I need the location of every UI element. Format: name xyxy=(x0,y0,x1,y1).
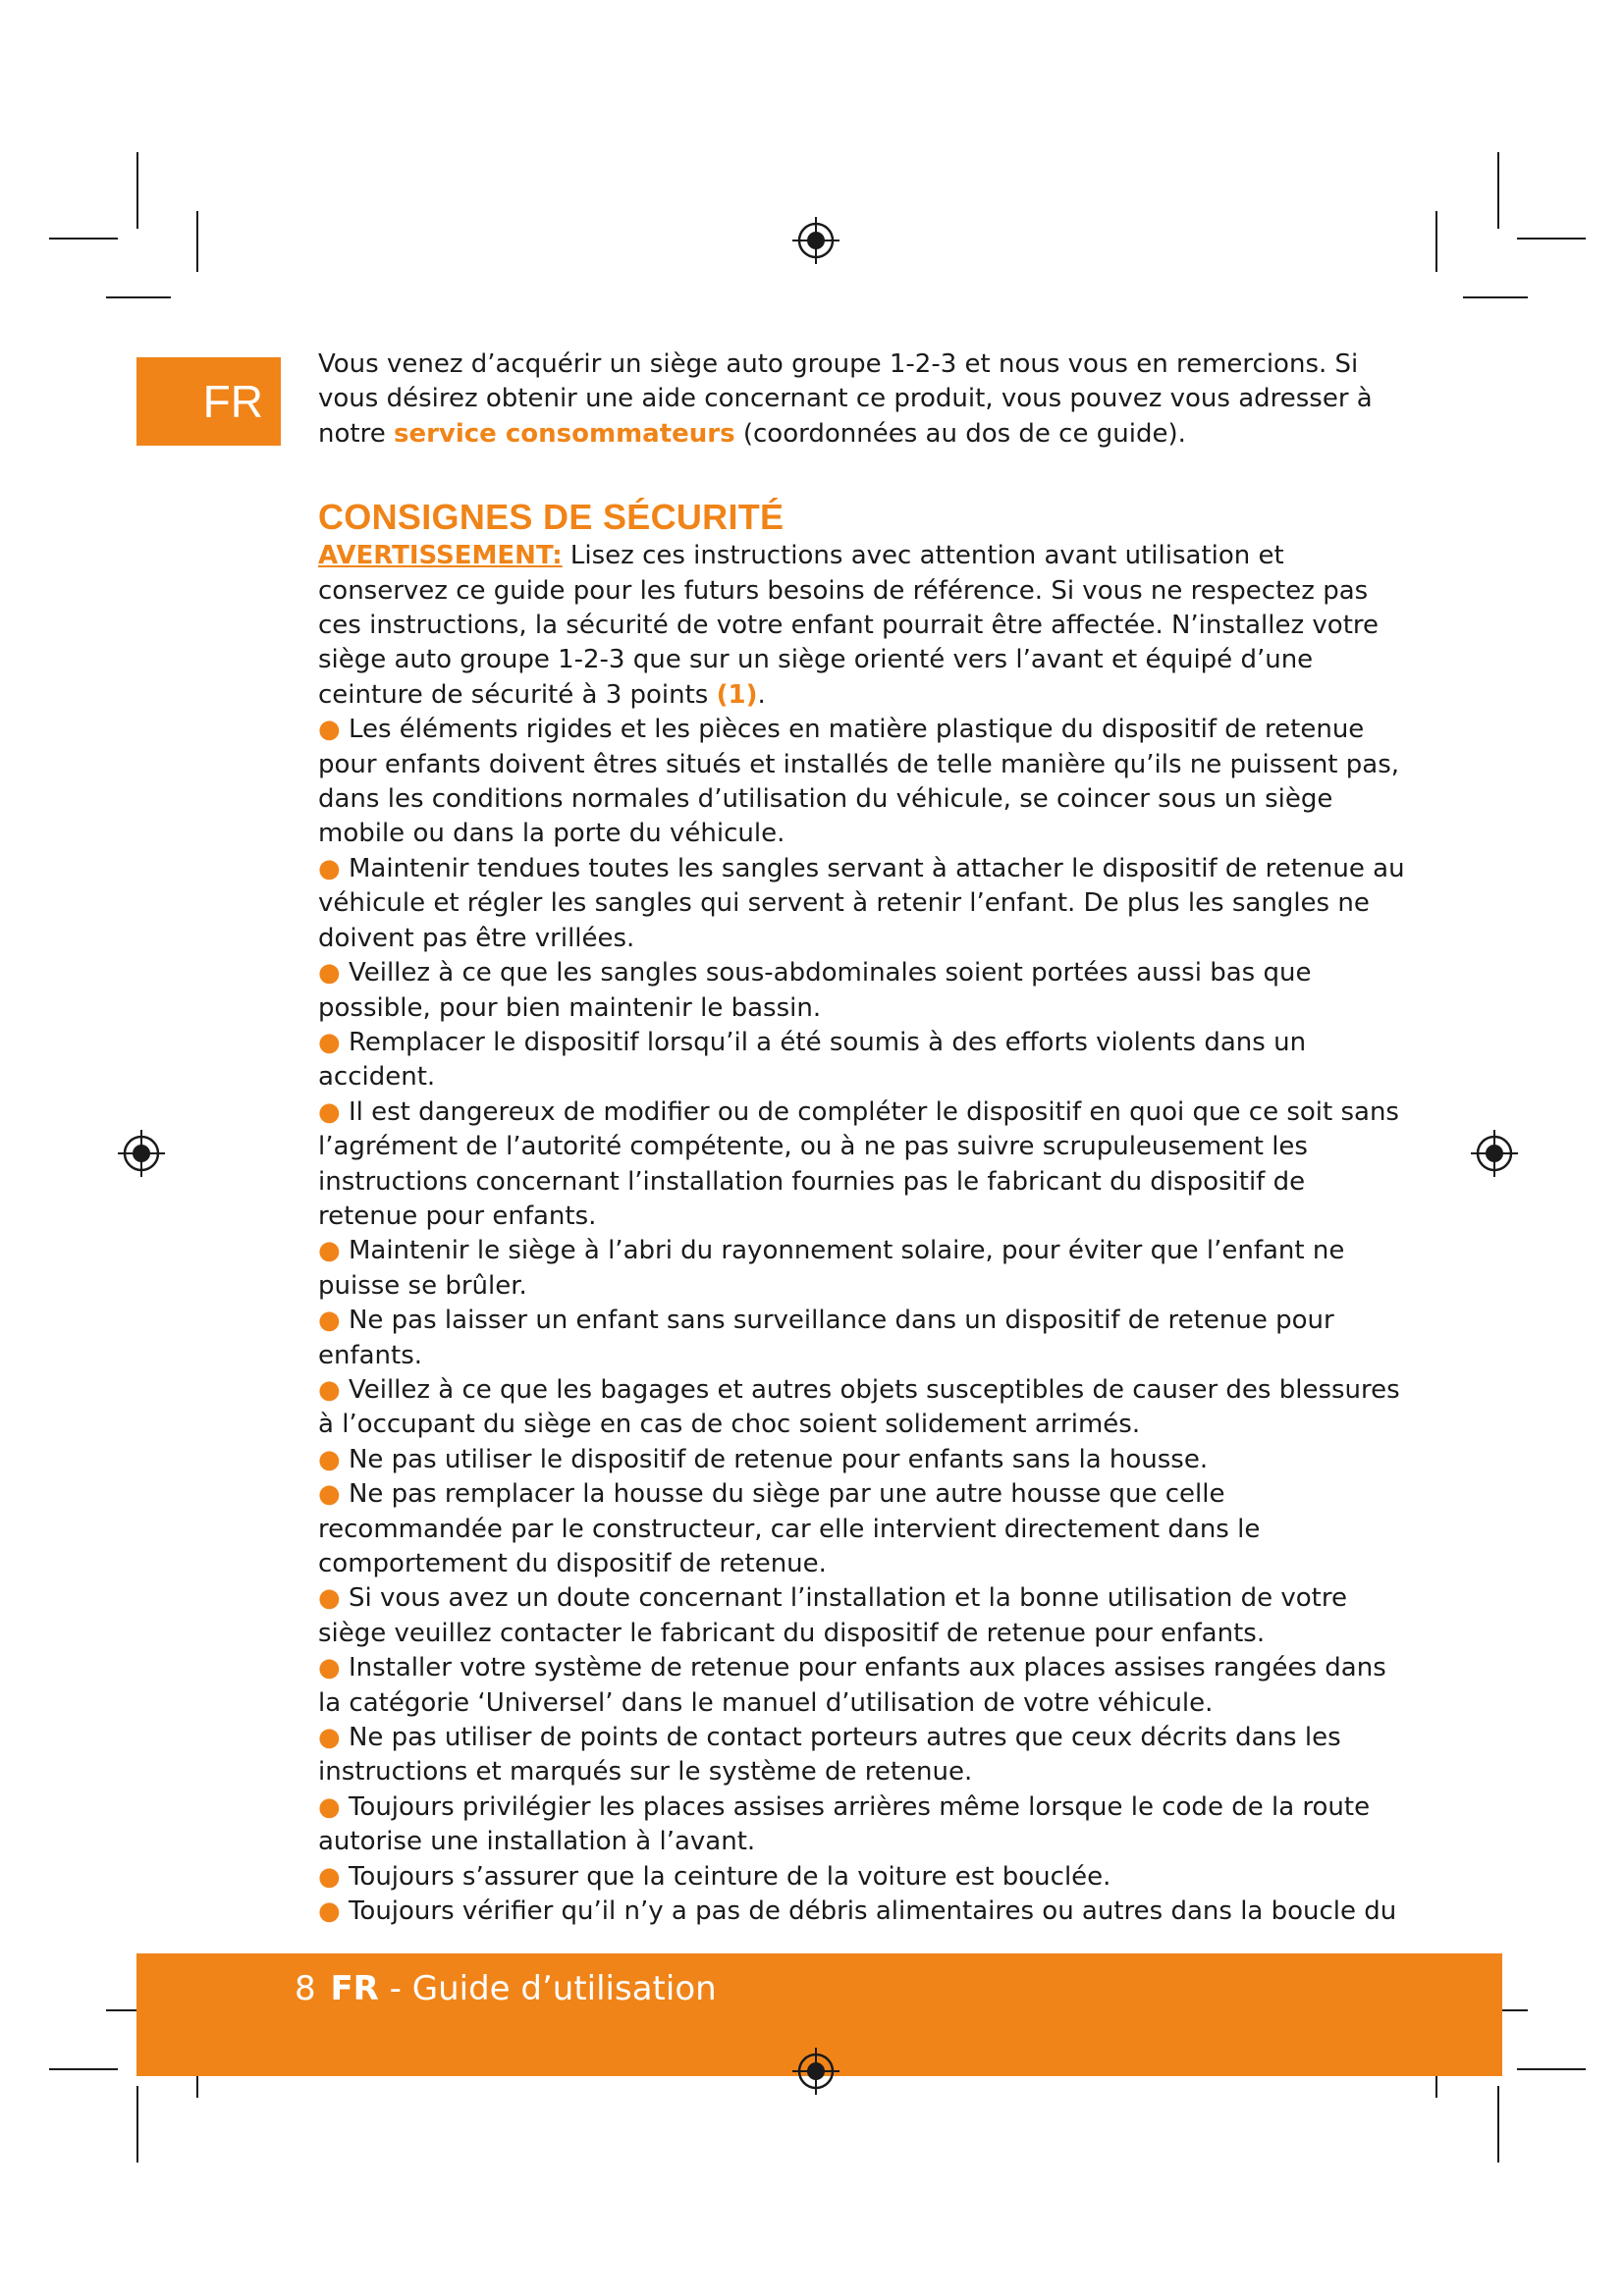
list-item xyxy=(318,1304,1406,1373)
registration-mark-icon xyxy=(790,2046,841,2097)
language-tab-label: FR xyxy=(202,376,263,427)
list-item-text: Veillez à ce que les sangles sous-abdominales soient portées aussi bas que possible, pour bien maintenir le bassin. xyxy=(318,958,1312,1023)
list-item xyxy=(318,956,1406,1026)
list-item xyxy=(318,1443,1406,1477)
bullet-icon: ● xyxy=(318,1236,349,1266)
list-item-text: Veillez à ce que les bagages et autres objets susceptibles de causer des blessures à l’occupant du siège en cas de choc soient solidement arrimés. xyxy=(318,1374,1400,1440)
bullet-icon: ● xyxy=(318,1374,349,1405)
bullet-icon: ● xyxy=(318,1861,349,1892)
page-number: 8 xyxy=(295,1969,316,2008)
bullet-icon: ● xyxy=(318,1306,349,1336)
list-item xyxy=(318,1860,1406,1895)
bullet-icon: ● xyxy=(318,715,349,745)
list-item-text: Installer votre système de retenue pour enfants aux places assises rangées dans la catégorie ‘Universel’ dans le manuel d’utilisation de votre véhicule. xyxy=(318,1653,1386,1718)
safety-bullet-list xyxy=(318,713,1406,1929)
warning-label: AVERTISSEMENT: xyxy=(318,541,563,571)
list-item xyxy=(318,1477,1406,1581)
registration-mark-icon xyxy=(790,215,841,266)
list-item-text: Toujours vérifier qu’il n’y a pas de débris alimentaires ou autres dans la boucle du xyxy=(348,1896,1397,1927)
bullet-icon: ● xyxy=(318,1896,349,1927)
list-item-text: Maintenir le siège à l’abri du rayonnement solaire, pour éviter que l’enfant ne puisse se brûler. xyxy=(318,1236,1345,1301)
bullet-icon: ● xyxy=(318,853,349,883)
page-content xyxy=(318,347,1406,1929)
bullet-icon: ● xyxy=(318,1723,349,1753)
language-tab xyxy=(136,357,281,446)
page-footer xyxy=(295,1969,717,2008)
list-item xyxy=(318,1790,1406,1860)
bullet-icon: ● xyxy=(318,1479,349,1510)
list-item xyxy=(318,1026,1406,1095)
intro-text: Vous venez d’acquérir un siège auto groupe 1-2-3 et nous vous en remercions. Si vous désirez obtenir une aide concernant ce produit, vous pouvez vous adresser à notre xyxy=(318,349,1373,449)
list-item-text: Remplacer le dispositif lorsqu’il a été soumis à des efforts violents dans un accident. xyxy=(318,1027,1307,1093)
footer-lang-code: FR xyxy=(330,1969,379,2008)
list-item xyxy=(318,1581,1406,1651)
bullet-icon: ● xyxy=(318,1096,349,1127)
warning-end: . xyxy=(757,679,766,710)
list-item-text: Ne pas utiliser de points de contact porteurs autres que ceux décrits dans les instructions et marqués sur le système de retenue. xyxy=(318,1723,1341,1788)
list-item xyxy=(318,1651,1406,1721)
bullet-icon: ● xyxy=(318,1653,349,1683)
registration-mark-icon xyxy=(1469,1128,1520,1179)
bullet-icon: ● xyxy=(318,1583,349,1614)
list-item xyxy=(318,852,1406,956)
list-item-text: Toujours privilégier les places assises arrières même lorsque le code de la route autorise une installation à l’avant. xyxy=(318,1791,1371,1857)
bullet-icon: ● xyxy=(318,1444,349,1474)
list-item-text: Maintenir tendues toutes les sangles servant à attacher le dispositif de retenue au véhicule et régler les sangles qui servent à retenir l’enfant. De plus les sangles ne doivent pas être vrillées. xyxy=(318,853,1405,953)
list-item-text: Toujours s’assurer que la ceinture de la voiture est bouclée. xyxy=(348,1861,1111,1892)
section-title: CONSIGNES DE SÉCURITÉ xyxy=(318,497,785,538)
warning-text: Lisez ces instructions avec attention avant utilisation et conservez ce guide pour les futurs besoins de référence. Si vous ne respectez pas ces instructions, la sécurité de votre enfant pourrait être affectée. N’installez votre siège auto groupe 1-2-3 que sur un siège orienté vers l’avant et équipé d’une ceinture de sécurité à 3 points xyxy=(318,541,1380,710)
list-item xyxy=(318,1095,1406,1235)
registration-mark-icon xyxy=(116,1128,167,1179)
bullet-icon: ● xyxy=(318,1027,349,1057)
list-item-text: Ne pas utiliser le dispositif de retenue pour enfants sans la housse. xyxy=(348,1444,1209,1474)
footer-title: - Guide d’utilisation xyxy=(378,1969,717,2008)
list-item-text: Ne pas remplacer la housse du siège par une autre housse que celle recommandée par le constructeur, car elle intervient directement dans le comportement du dispositif de retenue. xyxy=(318,1479,1261,1578)
intro-paragraph xyxy=(318,347,1406,452)
list-item xyxy=(318,1373,1406,1443)
bullet-icon: ● xyxy=(318,1791,349,1822)
list-item-text: Si vous avez un doute concernant l’installation et la bonne utilisation de votre siège veuillez contacter le fabricant du dispositif de retenue pour enfants. xyxy=(318,1583,1347,1648)
intro-text-end: (coordonnées au dos de ce guide). xyxy=(734,418,1186,449)
list-item-text: Ne pas laisser un enfant sans surveillance dans un dispositif de retenue pour enfants. xyxy=(318,1306,1334,1370)
warning-paragraph xyxy=(318,539,1406,713)
figure-reference: (1) xyxy=(716,679,758,710)
list-item xyxy=(318,713,1406,852)
list-item-text: Il est dangereux de modifier ou de compléter le dispositif en quoi que ce soit sans l’agrément de l’autorité compétente, ou à ne pas suivre scrupuleusement les instructions concernant l’installation fournies pas le fabricant du dispositif de retenue pour enfants. xyxy=(318,1096,1399,1231)
service-consommateurs-link: service consommateurs xyxy=(393,418,735,449)
list-item xyxy=(318,1234,1406,1304)
list-item xyxy=(318,1721,1406,1790)
list-item xyxy=(318,1895,1406,1929)
list-item-text: Les éléments rigides et les pièces en matière plastique du dispositif de retenue pour enfants doivent êtres situés et installés de telle manière qu’ils ne puissent pas, dans les conditions normales d’utilisation du véhicule, se coincer sous un siège mobile ou dans la porte du véhicule. xyxy=(318,715,1400,849)
bullet-icon: ● xyxy=(318,958,349,988)
